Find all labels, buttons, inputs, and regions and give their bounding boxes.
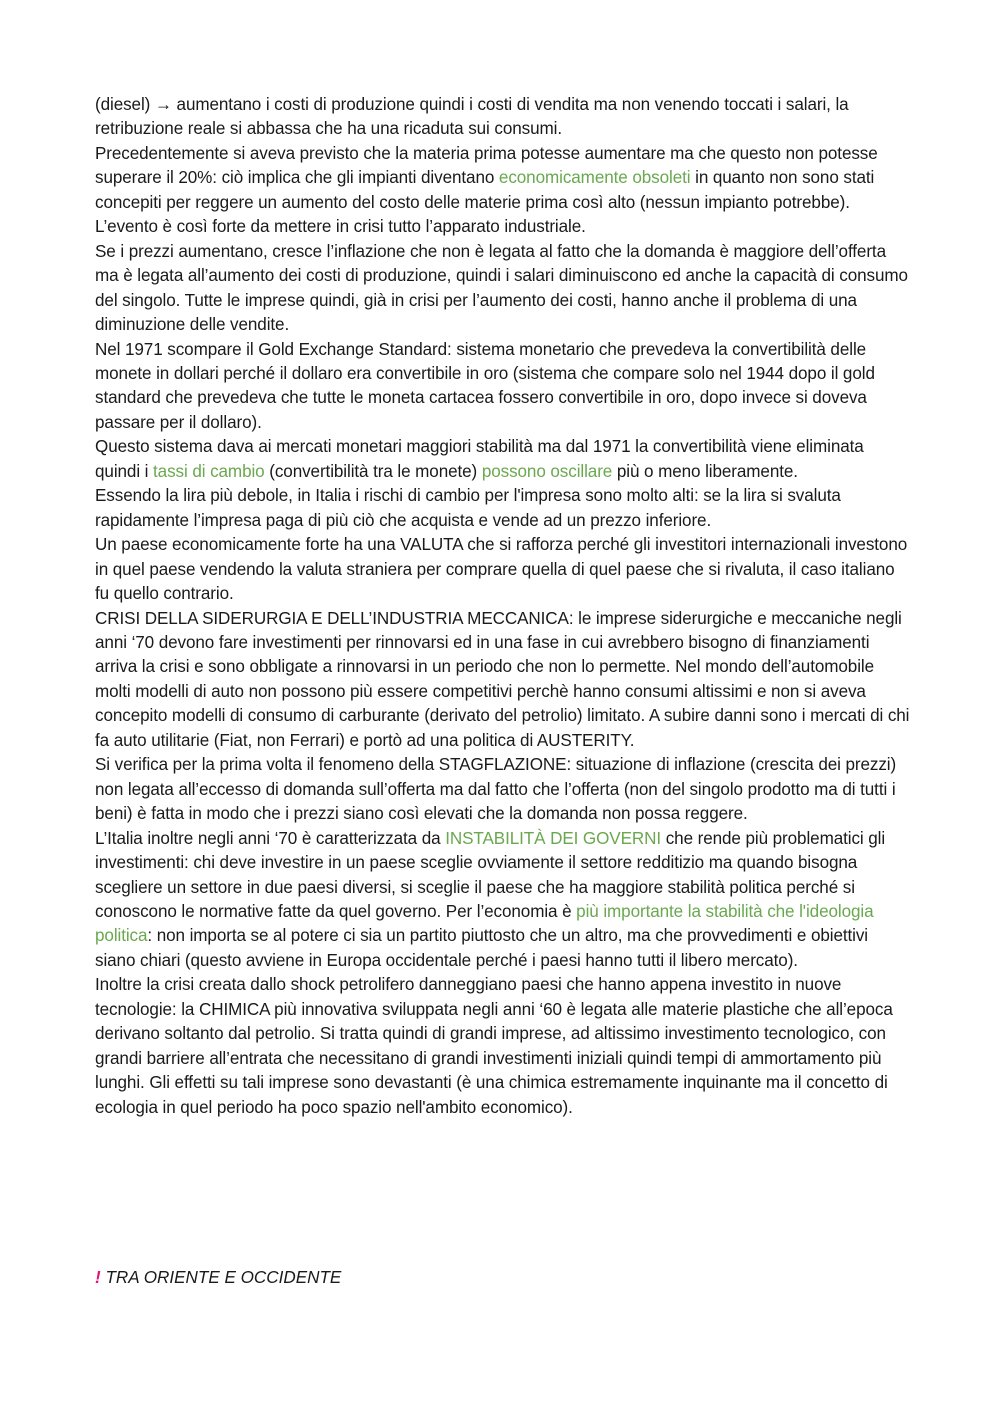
text-run: Essendo la lira più debole, in Italia i rischi di cambio per l'impresa sono molto alti: se la lira si svaluta rapidamente l’impresa paga di più ciò che acquista e vende ad un prezzo inferiore. xyxy=(95,486,841,530)
text-run: Nel 1971 scompare il Gold Exchange Standard: sistema monetario che prevedeva la convertibilità delle monete in dollari perché il dollaro era convertibile in oro (sistema che compare solo nel 1944 dopo il gold standard che prevedeva che tutte le moneta cartacea fossero convertibile in oro, dopo invece si doveva passare per il dollaro). xyxy=(95,339,875,432)
highlighted-text: più importante la stabilità che l'ideologia politica xyxy=(95,901,874,946)
text-run: Questo sistema dava ai mercati monetari maggiori stabilità ma dal 1971 la convertibilità viene eliminata quindi i xyxy=(95,437,864,481)
text-run: (diesel) → aumentano i costi di produzione quindi i costi di vendita ma non venendo toccati i salari, la retribuzione reale si abbassa che ha una ricaduta sui consumi. xyxy=(95,95,849,139)
section-heading-text: TRA ORIENTE E OCCIDENTE xyxy=(100,1268,342,1287)
text-run: che rende più problematici gli investimenti: chi deve investire in un paese sceglie ovviamente il settore redditizio ma quando bisogna scegliere un settore in due paesi diversi, si sceglie il paese che ha maggiore stabilità politica perché si conoscono le normative fatte da quel governo. Per l’economia è xyxy=(95,828,886,921)
exclamation-marker: ! xyxy=(95,1268,101,1287)
text-run: CRISI DELLA SIDERURGIA E DELL’INDUSTRIA MECCANICA: le imprese siderurgiche e meccaniche negli anni ‘70 devono fare investimenti per rinnovarsi ed in una fase in cui avrebbero bisogno di finanziamenti arriva la crisi e sono obbligate a rinnovarsi in un periodo che non lo permette. Nel mondo dell’automobile molti modelli di auto non possono più essere competitivi perchè hanno consumi altissimi e non si aveva concepito modelli di consumo di carburante (derivato del petrolio) limitato. A subire danni sono i mercati di chi fa auto utilitarie (Fiat, non Ferrari) e portò ad una politica di AUSTERITY. xyxy=(95,608,910,750)
paragraph-p6 xyxy=(95,484,910,533)
text-run: Precedentemente si aveva previsto che la materia prima potesse aumentare ma che questo non potesse superare il 20%: ciò implica che gli impianti diventano xyxy=(95,143,878,188)
section-heading xyxy=(95,1266,341,1290)
paragraph-p7 xyxy=(95,533,910,606)
text-run: : non importa se al potere ci sia un partito piuttosto che un altro, ma che provvedimenti e obiettivi siano chiari (questo avviene in Europa occidentale perché i paesi hanno tutti il libero mercato). xyxy=(95,926,868,970)
highlighted-text: possono oscillare xyxy=(481,461,613,481)
paragraph-p8 xyxy=(95,607,910,754)
paragraph-p4 xyxy=(95,338,910,436)
paragraph-p3 xyxy=(95,240,910,338)
text-run: Si verifica per la prima volta il fenomeno della STAGFLAZIONE: situazione di inflazione (crescita dei prezzi) non legata all’eccesso di domanda sull’offerta ma dal fatto che l’offerta (non del singolo prodotto ma di tutti i beni) è fatta in modo che i prezzi siano così elevati che la domanda non possa reggere. xyxy=(95,755,897,824)
text-run: L’Italia inoltre negli anni ‘70 è caratterizzata da xyxy=(95,828,446,848)
paragraph-p2 xyxy=(95,142,910,240)
document-body xyxy=(95,93,910,1120)
text-run: in quanto non sono stati concepiti per reggere un aumento del costo delle materie prima così alto (nessun impianto potrebbe). L’evento è così forte da mettere in crisi tutto l’apparato industriale. xyxy=(95,168,875,237)
text-run: Un paese economicamente forte ha una VALUTA che si rafforza perché gli investitori internazionali investono in quel paese vendendo la valuta straniera per comprare quella di quel paese che si rivaluta, il caso italiano fu quello contrario. xyxy=(95,535,908,604)
highlighted-text: INSTABILITÀ DEI GOVERNI xyxy=(445,828,662,848)
text-run: più o meno liberamente. xyxy=(612,461,798,481)
paragraph-p10 xyxy=(95,827,910,974)
text-run: Inoltre la crisi creata dallo shock petrolifero danneggiano paesi che hanno appena investito in nuove tecnologie: la CHIMICA più innovativa sviluppata negli anni ‘60 è legata alle materie plastiche che all’epoca derivano soltanto dal petrolio. Si tratta quindi di grandi imprese, ad altissimo investimento tecnologico, con grandi barriere all’entrata che necessitano di grandi investimenti iniziali quindi tempi di ammortamento più lunghi. Gli effetti su tali imprese sono devastanti (è una chimica estremamente inquinante ma il concetto di ecologia in quel periodo ha poco spazio nell'ambito economico). xyxy=(95,975,893,1117)
text-run: Se i prezzi aumentano, cresce l’inflazione che non è legata al fatto che la domanda è maggiore dell’offerta ma è legata all’aumento dei costi di produzione, quindi i salari diminuiscono ed anche la capacità di consumo del singolo. Tutte le imprese quindi, già in crisi per l’aumento dei costi, hanno anche il problema di una diminuzione delle vendite. xyxy=(95,241,908,335)
paragraph-p1 xyxy=(95,93,910,142)
highlighted-text: economicamente obsoleti xyxy=(498,168,691,188)
paragraph-p9 xyxy=(95,753,910,826)
highlighted-text: tassi di cambio xyxy=(153,461,265,481)
paragraph-p5 xyxy=(95,435,910,484)
paragraph-p11 xyxy=(95,973,910,1120)
text-run: (convertibilità tra le monete) xyxy=(264,461,482,481)
